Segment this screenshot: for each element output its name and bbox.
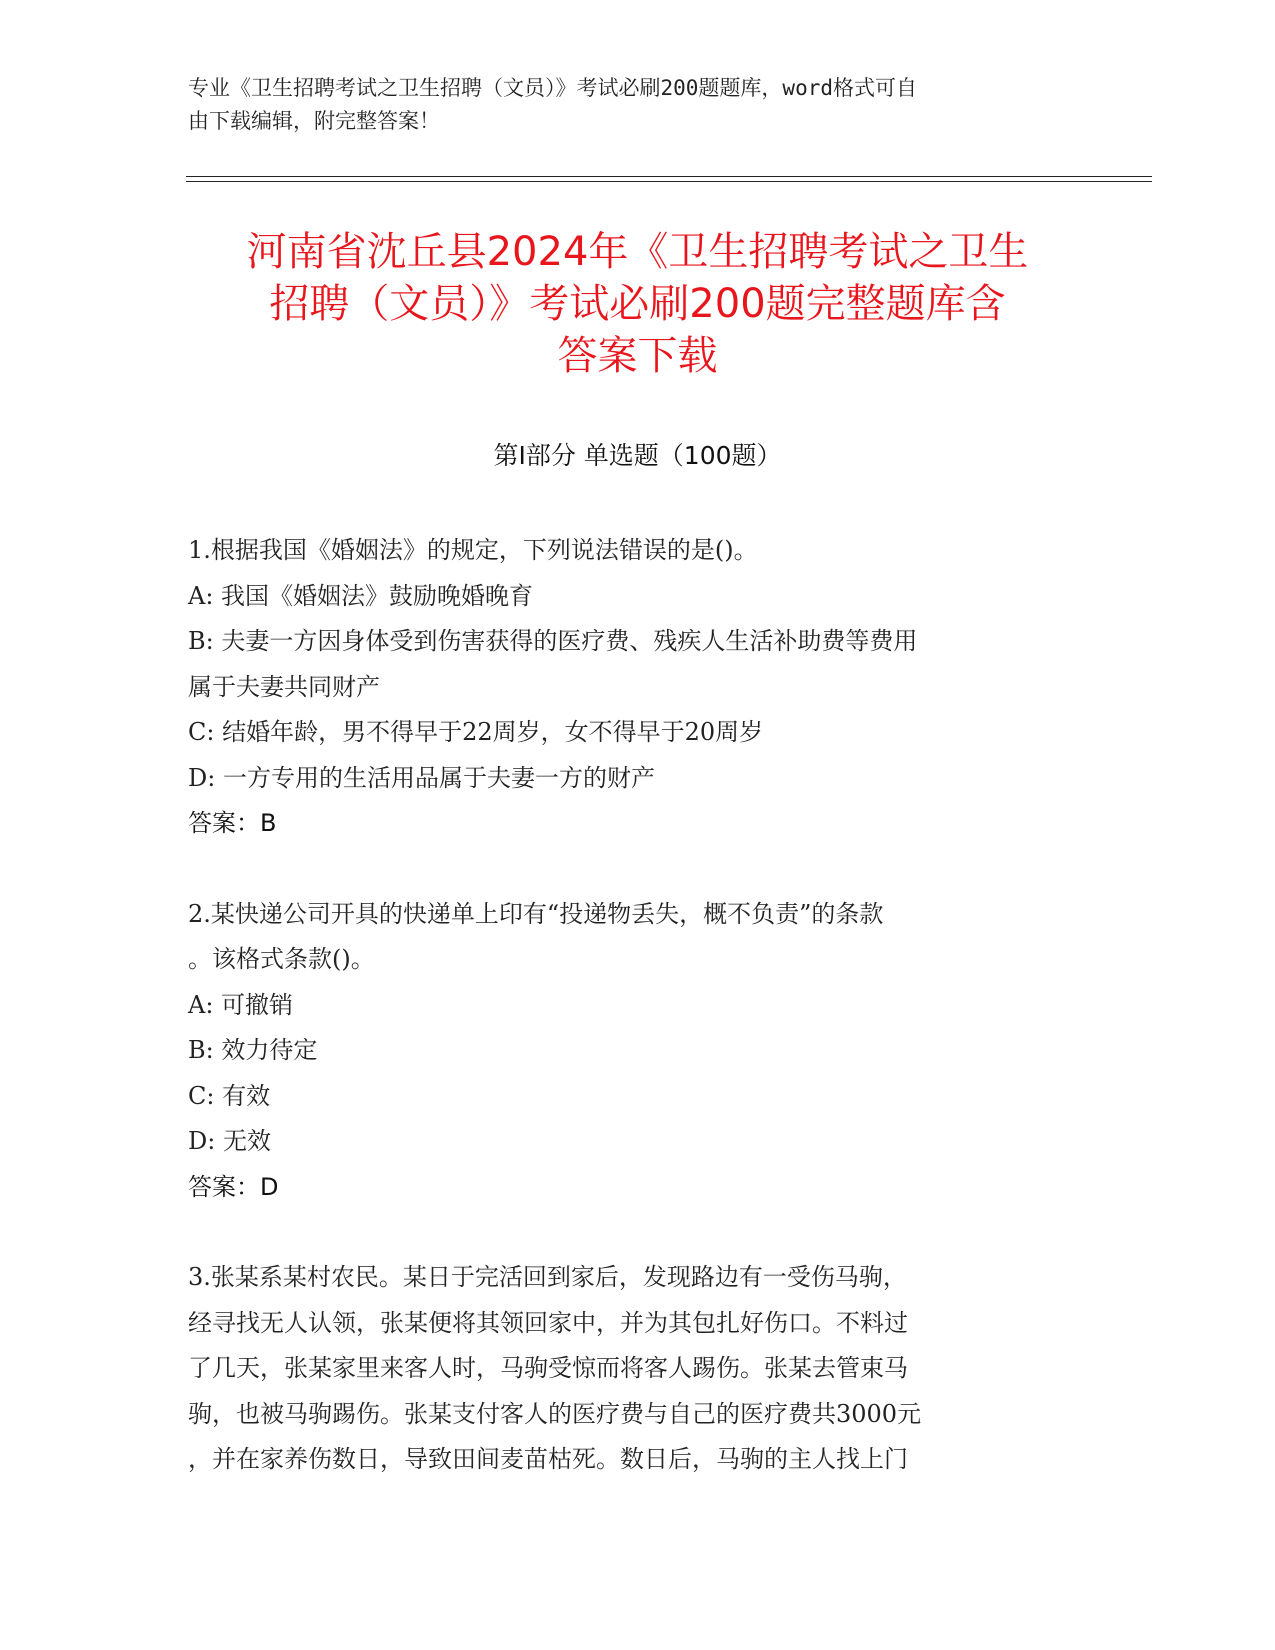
header-divider-top — [186, 176, 1152, 177]
question-1 — [188, 528, 1088, 847]
option-a: A: 我国《婚姻法》鼓励晚婚晚育 — [188, 581, 534, 610]
answer: 答案：B — [188, 809, 277, 837]
header-divider-bottom — [186, 181, 1152, 182]
option-c: C: 结婚年龄，男不得早于22周岁，女不得早于20周岁 — [188, 718, 764, 746]
section-title: 第Ⅰ部分 单选题（100题） — [493, 441, 782, 470]
header-note-line: 专业《卫生招聘考试之卫生招聘（文员）》考试必刷200题题库，word格式可自 — [188, 76, 917, 100]
option-b: B: 效力待定 — [188, 1036, 318, 1064]
option-d: D: 无效 — [188, 1127, 271, 1155]
question-stem: 3.张某系某村农民。某日于完活回到家后，发现路边有一受伤马驹， — [188, 1263, 907, 1291]
question-stem-continued: ，并在家养伤数日，导致田间麦苗枯死。数日后，马驹的主人找上门 — [188, 1445, 908, 1473]
question-stem-continued: 驹，也被马驹踢伤。张某支付客人的医疗费与自己的医疗费共3000元 — [188, 1399, 922, 1428]
question-spacer — [188, 847, 1088, 892]
option-b-continued: 属于夫妻共同财产 — [188, 672, 380, 701]
question-spacer — [188, 1210, 1088, 1255]
option-d: D: 一方专用的生活用品属于夫妻一方的财产 — [188, 763, 655, 792]
header-note-line: 由下载编辑，附完整答案！ — [188, 109, 440, 133]
document-title-line: 招聘（文员）》考试必刷200题完整题库含 — [269, 281, 1006, 327]
question-stem: 2.某快递公司开具的快递单上印有“投递物丢失，概不负责”的条款 — [188, 899, 884, 928]
question-stem-continued: 了几天，张某家里来客人时，马驹受惊而将客人踢伤。张某去管束马 — [188, 1354, 908, 1382]
option-b: B: 夫妻一方因身体受到伤害获得的医疗费、残疾人生活补助费等费用 — [188, 627, 918, 655]
option-c: C: 有效 — [188, 1081, 271, 1110]
document-title-line: 答案下载 — [557, 333, 718, 379]
document-title — [180, 226, 1095, 382]
header-note — [188, 72, 1068, 138]
question-stem-continued: 经寻找无人认领，张某便将其领回家中，并为其包扎好伤口。不料过 — [188, 1308, 908, 1337]
question-stem: 1.根据我国《婚姻法》的规定，下列说法错误的是()。 — [188, 536, 758, 564]
question-2 — [188, 892, 1088, 1211]
question-list — [188, 528, 1088, 1483]
document-title-line: 河南省沈丘县2024年《卫生招聘考试之卫生 — [246, 229, 1029, 275]
answer: 答案：D — [188, 1172, 279, 1201]
question-3 — [188, 1255, 1088, 1483]
option-a: A: 可撤销 — [188, 990, 294, 1019]
question-stem-continued: 。该格式条款()。 — [188, 945, 375, 973]
